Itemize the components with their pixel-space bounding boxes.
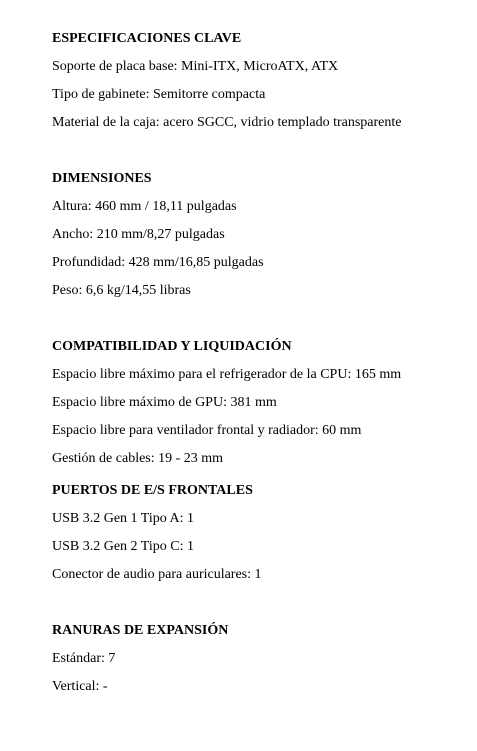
section-heading-dimensions: DIMENSIONES [52, 171, 152, 186]
spec-line: Gestión de cables: 19 - 23 mm [52, 451, 224, 466]
section-heading-key-specs: ESPECIFICACIONES CLAVE [52, 31, 242, 46]
spec-line: Peso: 6,6 kg/14,55 libras [52, 283, 191, 298]
spec-line: Soporte de placa base: Mini-ITX, MicroATX, ATX [52, 59, 339, 74]
spec-line: Altura: 460 mm / 18,11 pulgadas [52, 199, 237, 214]
spec-line: Espacio libre máximo de GPU: 381 mm [52, 395, 277, 410]
spec-line: USB 3.2 Gen 2 Tipo C: 1 [52, 539, 194, 554]
spec-line: Conector de audio para auriculares: 1 [52, 567, 262, 582]
spec-line: Profundidad: 428 mm/16,85 pulgadas [52, 255, 264, 270]
spec-line: Espacio libre para ventilador frontal y radiador: 60 mm [52, 423, 362, 438]
spec-line: Tipo de gabinete: Semitorre compacta [52, 87, 266, 102]
section-heading-expansion-slots: RANURAS DE EXPANSIÓN [52, 623, 229, 638]
spec-line: Ancho: 210 mm/8,27 pulgadas [52, 227, 225, 242]
spec-line: Vertical: - [52, 679, 108, 694]
spec-line: Espacio libre máximo para el refrigerador de la CPU: 165 mm [52, 367, 402, 382]
section-heading-compatibility: COMPATIBILIDAD Y LIQUIDACIÓN [52, 339, 292, 354]
spec-line: Estándar: 7 [52, 651, 116, 666]
spec-line: USB 3.2 Gen 1 Tipo A: 1 [52, 511, 194, 526]
spec-line: Material de la caja: acero SGCC, vidrio templado transparente [52, 115, 402, 130]
section-heading-front-io: PUERTOS DE E/S FRONTALES [52, 483, 253, 498]
